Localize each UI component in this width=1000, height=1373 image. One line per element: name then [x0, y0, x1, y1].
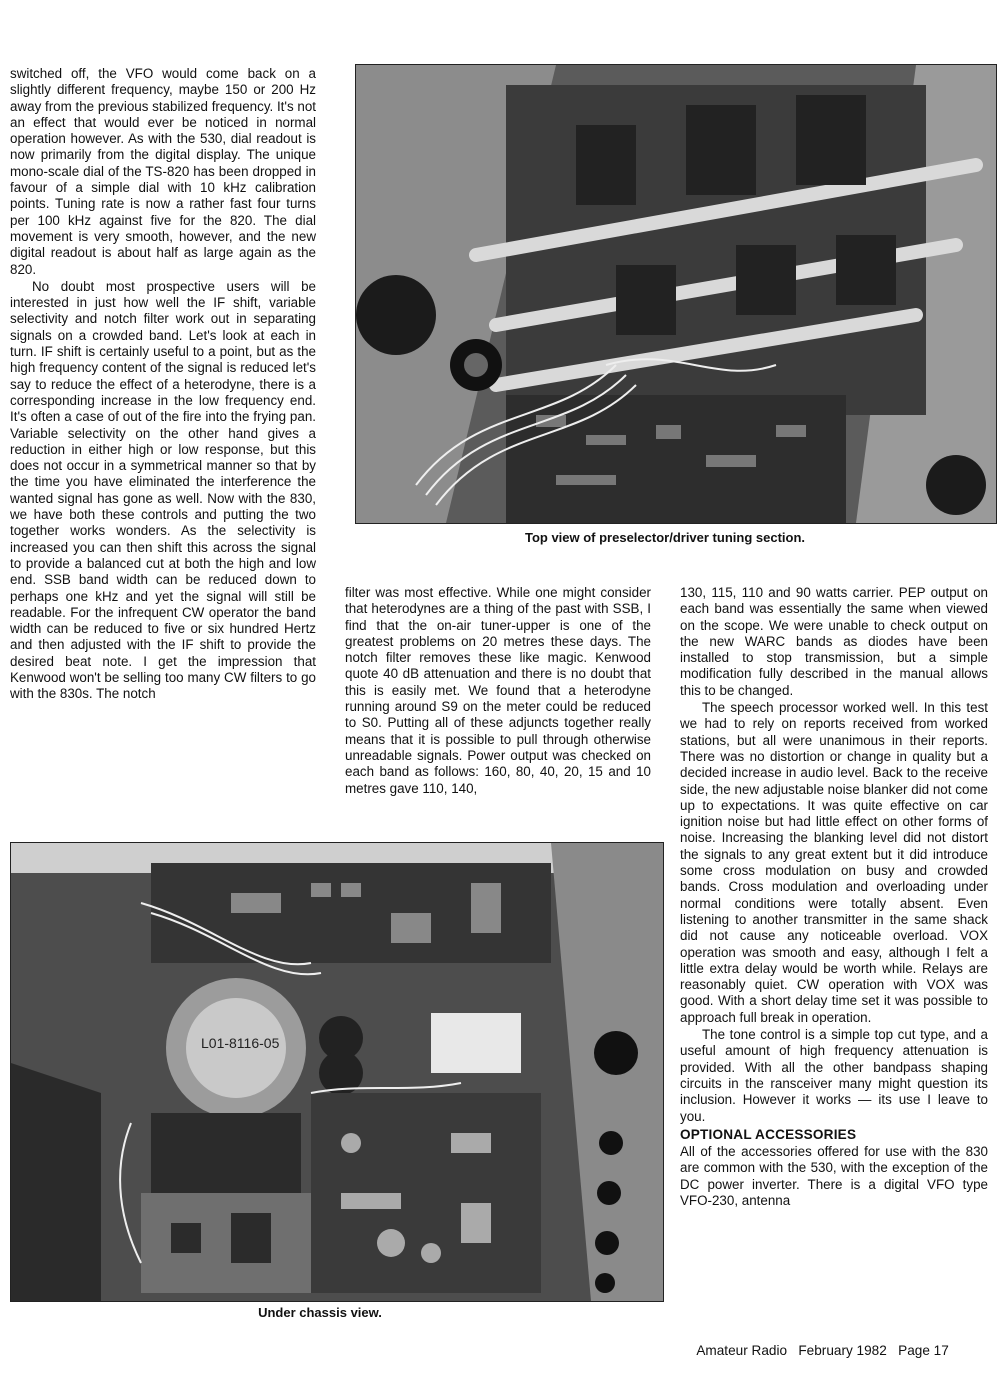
footer-date: February 1982: [798, 1343, 887, 1358]
caption-bottom-photo: Under chassis view.: [258, 1305, 382, 1320]
page-footer: [682, 1328, 949, 1373]
column-3-text: [680, 585, 988, 1209]
paragraph: All of the accessories offered for use with the 830 are common with the 530, with the exception of the DC power inverter. There is a digital VFO type VFO-230, antenna: [680, 1144, 988, 1208]
footer-publication: Amateur Radio: [696, 1343, 788, 1358]
column-1-text: [10, 66, 316, 703]
transformer-label: L01-8116-05: [201, 1035, 280, 1051]
paragraph: 130, 115, 110 and 90 watts carrier. PEP output on each band was essentially the same when viewed on the scope. We were unable to check output on the new WARC bands as diodes have been installed to stop transmission, but a simple modification fully described in the manual allows this to be changed.: [680, 585, 988, 698]
paragraph: filter was most effective. While one might consider that heterodynes are a thing of the past with SSB, I find that the on-air tuner-upper is one of the greatest problems on 20 metres these days. The notch filter removes these like magic. Kenwood quote 40 dB attenuation and there is no doubt that this is easily met. We found that a heterodyne running around S9 on the meter could be reduced to S0. Putting all of these adjuncts together really means that it is possible to pull through otherwise unreadable signals. Power output was checked on each band as follows: 160, 80, 40, 20, 15 and 10 metres gave 110, 140,: [345, 585, 651, 796]
column-2-text: [345, 585, 651, 797]
paragraph: No doubt most prospective users will be interested in just how well the IF shift, variable selectivity and notch filter work out in separating signals on a crowded band. Let's look at each in turn. IF shift is certainly useful to a point, but as the high frequency content of the signal is reduced let's say to reduce the effect of a heterodyne, there is a corresponding increase in the low frequency end. It's often a case of out of the fire into the frying pan. Variable selectivity on the other hand gives a reduction in either high or low response, but this does not occur in a symmetrical manner so that by the time you have eliminated the interference the wanted signal has gone as well. Now with the 830, we have both these controls and putting the two together works wonders. As the selectivity is increased you can then shift this across the signal to provide a balanced cut at both the high and low end. SSB band width can be reduced down to perhaps one kHz and yet the signal will still be readable. For the infrequent CW operator the band width can be reduced to five or six hundred Hertz and then adjusted with the IF shift to provide the desired beat note. I get the impression that Kenwood won't be selling too many CW filters to go with the 830s. The notch: [10, 278, 316, 702]
section-heading: OPTIONAL ACCESSORIES: [680, 1126, 857, 1142]
footer-page-number: Page 17: [898, 1343, 949, 1358]
photo-under-chassis-graphic: [11, 843, 663, 1301]
photo-preselector-graphic: [356, 65, 996, 523]
caption-top-photo: Top view of preselector/driver tuning section.: [524, 530, 806, 545]
photo-under-chassis: [10, 842, 664, 1302]
paragraph: The tone control is a simple top cut type, and a useful amount of high frequency attenuation is provided. With all the other bandpass shaping circuits in the ransceiver many might question its inclusion. However it works — its use I leave to you.: [680, 1027, 988, 1124]
paragraph: switched off, the VFO would come back on a slightly different frequency, maybe 150 or 200 Hz away from the previous stabilized frequency. It's not an effect that would ever be noticed in normal operation however. As with the 530, dial readout is now primarily from the digital display. The unique mono-scale dial of the TS-820 has been dropped in favour of a simple dial with 10 kHz calibration points. Tuning rate is now a rather fast four turns per 100 kHz against five for the 820. The dial movement is very smooth, however, and the new digital readout is about half as large again as the 820.: [10, 66, 316, 277]
photo-preselector-top-view: [355, 64, 997, 524]
paragraph: The speech processor worked well. In this test we had to rely on reports received from worked stations, but all were unanimous in their reports. There was no distortion or change in quality but a decided increase in audio level. Back to the receive side, the new adjustable noise blanker did not come up to expectations. It was quite effective on car ignition noise but had little effect on other forms of noise. Increasing the blanking level did not distort the signals to any great extent but it did introduce some cross modulation on busy and crowded bands. Cross modulation and overloading under normal conditions were totally absent. Even listening to another transmitter in the same shack did not cause any noticeable overload. VOX operation was smooth and easy, although I felt a little extra delay would be worth while. Relays are reasonably quiet. CW operation with VOX was good. With a short delay time set it was possible to approach full break in operation.: [680, 700, 988, 1025]
